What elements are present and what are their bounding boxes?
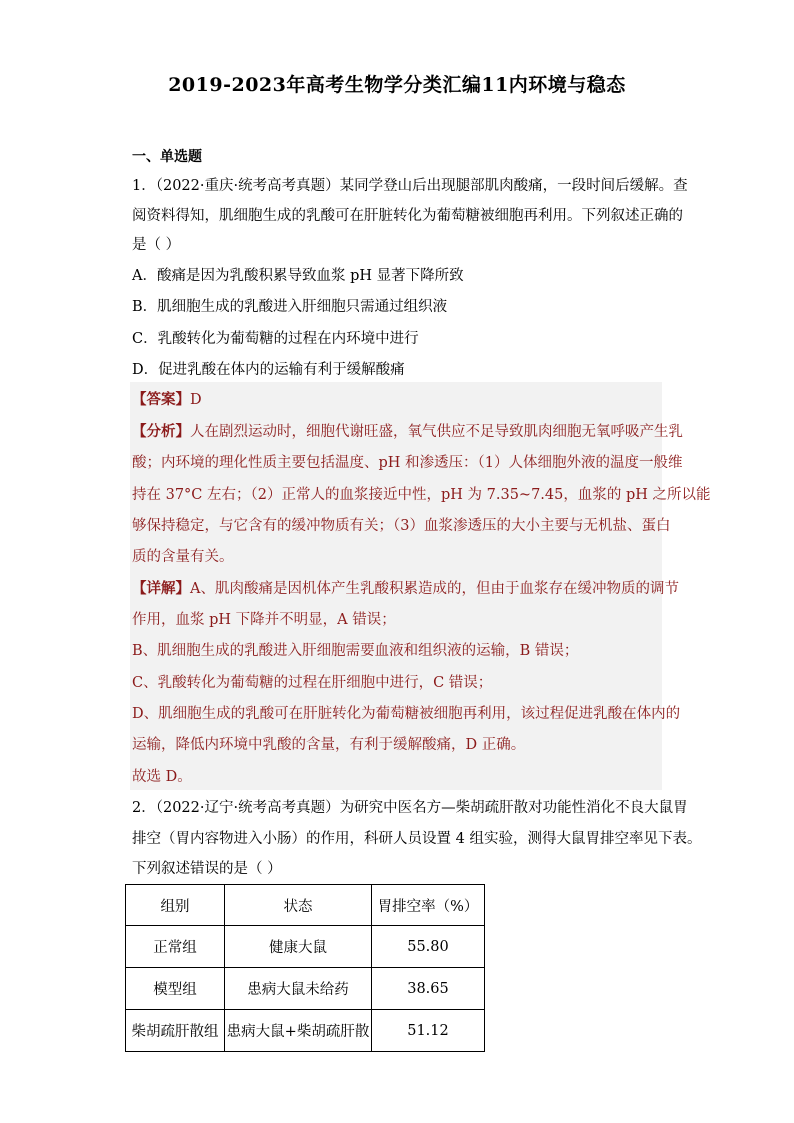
q2-stem-line: 排空（胃内容物进入小肠）的作用，科研人员设置 4 组实验，测得大鼠胃排空率见下表。 <box>132 831 702 847</box>
table-row <box>126 926 485 968</box>
page-title: 2019-2023年高考生物学分类汇编11内环境与稳态 <box>168 74 626 96</box>
q1-detail-line: 作用，血浆 pH 下降并不明显，A 错误； <box>132 612 396 628</box>
section-heading: 一、单选题 <box>132 149 202 165</box>
q1-option-b: B．肌细胞生成的乳酸进入肝细胞只需通过组织液 <box>132 299 448 315</box>
q1-answer <box>132 388 202 409</box>
table-header-cell: 组别 <box>126 885 225 926</box>
table-header-cell: 胃排空率（%） <box>372 885 485 926</box>
q1-detail-line: 运输，降低内环境中乳酸的含量，有利于缓解酸痛，D 正确。 <box>132 737 526 753</box>
q1-analysis-line: 质的含量有关。 <box>132 549 234 565</box>
table-cell: 柴胡疏肝散组 <box>126 1010 225 1052</box>
table-header-cell: 状态 <box>225 885 372 926</box>
table-cell: 患病大鼠+柴胡疏肝散 <box>225 1010 372 1052</box>
q2-stem-line: 下列叙述错误的是（ ） <box>132 861 282 877</box>
table-cell: 患病大鼠未给药 <box>225 968 372 1010</box>
q1-stem-line: 1．（2022·重庆·统考高考真题）某同学登山后出现腿部肌肉酸痛，一段时间后缓解。查 <box>132 178 688 194</box>
q1-option-d: D．促进乳酸在体内的运输有利于缓解酸痛 <box>132 362 405 378</box>
answer-tag: 【答案】 <box>132 391 190 408</box>
detail-text: A、肌肉酸痛是因机体产生乳酸积累造成的，但由于血浆存在缓冲物质的调节 <box>190 581 679 597</box>
analysis-text: 人在剧烈运动时，细胞代谢旺盛，氧气供应不足导致肌肉细胞无氧呼吸产生乳 <box>190 424 683 440</box>
table-cell: 55.80 <box>372 926 485 968</box>
table-cell: 51.12 <box>372 1010 485 1052</box>
q1-detail-line: D、肌细胞生成的乳酸可在肝脏转化为葡萄糖被细胞再利用，该过程促进乳酸在体内的 <box>132 706 681 722</box>
q1-stem-line: 阅资料得知，肌细胞生成的乳酸可在肝脏转化为葡萄糖被细胞再利用。下列叙述正确的 <box>132 208 683 224</box>
detail-tag: 【详解】 <box>132 580 190 597</box>
q1-analysis-line: 酸；内环境的理化性质主要包括温度、pH 和渗透压：（1）人体细胞外液的温度一般维 <box>132 455 683 471</box>
q1-option-a: A．酸痛是因为乳酸积累导致血浆 pH 显著下降所致 <box>132 268 464 284</box>
table-cell: 健康大鼠 <box>225 926 372 968</box>
table-row <box>126 1010 485 1052</box>
table-cell: 正常组 <box>126 926 225 968</box>
q1-stem-line: 是（ ） <box>132 237 181 253</box>
q1-analysis-line: 持在 37°C 左右；（2）正常人的血浆接近中性，pH 为 7.35~7.45，血浆的 pH 之所以能 <box>132 487 711 503</box>
q1-detail-line <box>132 577 679 598</box>
q2-stem-line: 2．（2022·辽宁·统考高考真题）为研究中医名方—柴胡疏肝散对功能性消化不良大鼠胃 <box>132 800 688 816</box>
q1-option-c: C．乳酸转化为葡萄糖的过程在内环境中进行 <box>132 331 419 347</box>
q1-detail-line: B、肌细胞生成的乳酸进入肝细胞需要血液和组织液的运输，B 错误； <box>132 643 579 659</box>
q1-analysis-line: 够保持稳定，与它含有的缓冲物质有关；（3）血浆渗透压的大小主要与无机盐、蛋白 <box>132 518 671 534</box>
q1-detail-line: 故选 D。 <box>132 769 192 785</box>
table-cell: 38.65 <box>372 968 485 1010</box>
q1-detail-line: C、乳酸转化为葡萄糖的过程在肝细胞中进行，C 错误； <box>132 675 493 691</box>
table-row <box>126 968 485 1010</box>
q1-analysis-line <box>132 420 683 441</box>
gastric-emptying-table <box>125 884 485 1052</box>
analysis-tag: 【分析】 <box>132 423 190 440</box>
table-cell: 模型组 <box>126 968 225 1010</box>
table-header-row <box>126 885 485 926</box>
answer-value: D <box>190 392 202 408</box>
